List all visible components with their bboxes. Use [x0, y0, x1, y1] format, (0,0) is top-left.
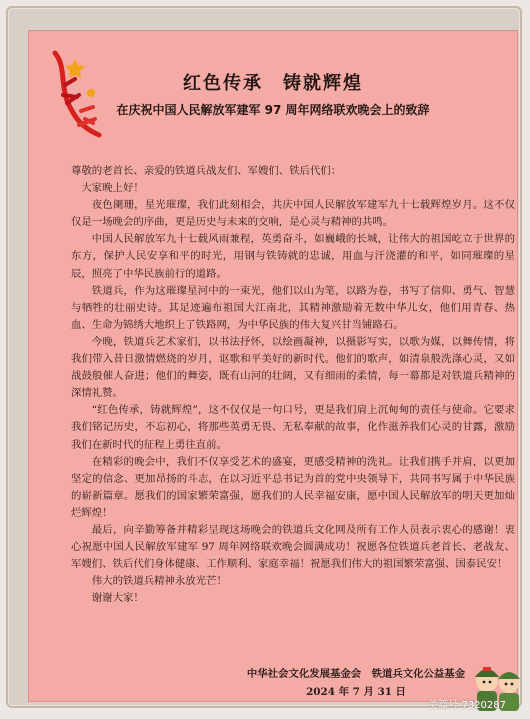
paragraph: 夜色阑珊，星光璀璨，我们此刻相会，共庆中国人民解放军建军九十七载辉煌岁月。这不仅仅是一场晚会的序曲，更是历史与未来的交响，是心灵与精神的共鸣。 — [71, 199, 515, 229]
salutation: 尊敬的老首长、亲爱的铁道兵战友们、军嫂们、铁后代们： — [71, 165, 342, 177]
paragraph: 最后，向辛勤筹备并精彩呈现这场晚会的铁道兵文化网及所有工作人员表示衷心的感谢！衷心祝愿中国人民解放军建军 97 周年网络联欢晚会圆满成功！祝愿各位铁道兵老首长、老战友、军嫂们、铁后代们身体健康、工作顺利、家庭幸福！祝愿我们伟大的祖国繁荣富强、国泰民安！ — [71, 523, 515, 571]
paragraph: 伟大的铁道兵精神永放光芒！ — [91, 575, 227, 588]
paragraph: 谢谢大家！ — [91, 592, 144, 605]
letter-paper — [28, 30, 518, 702]
paragraph: 铁道兵，作为这璀璨星河中的一束光，他们以山为笔，以路为卷，书写了信仰、勇气、智慧与牺牲的壮丽史诗。其足迹遍布祖国大江南北，其精神激励着无数中华儿女，他们用青春、热血、生命为锦绣大地织上了铁路网，为中华民族的伟大复兴甘当铺路石。 — [71, 284, 515, 331]
signature-organizations: 中华社会文化发展基金会 铁道兵文化公益基金 — [246, 668, 466, 680]
letter-title: 红色传承 铸就辉煌 — [183, 73, 363, 94]
paragraph: 中国人民解放军九十七载风雨兼程，英勇奋斗，如巍峨的长城，让伟大的祖国屹立于世界的东方，保护人民安享和平的时光，用钢与铁铸就的忠诚，用血与汗浇灌的和平，如同璀璨的星辰，照亮了中华民族前行的道路。 — [71, 233, 515, 280]
greeting-line: 大家晚上好！ — [81, 182, 144, 195]
signature-date: 2024 年 7 月 31 日 — [306, 686, 406, 698]
paragraph: 在精彩的晚会中，我们不仅享受艺术的盛宴，更感受精神的洗礼。让我们携手并肩，以更加坚定的信念、更加昂扬的斗志，在以习近平总书记为首的党中央领导下，共同书写属于中华民族的崭新篇章。愿我们的国家繁荣富强，愿我们的人民幸福安康，愿中国人民解放军的明天更加灿烂辉煌！ — [71, 455, 515, 519]
picture-frame — [6, 6, 522, 711]
military-spirit-logo — [45, 49, 109, 141]
letter-body — [71, 163, 515, 607]
watermark: 美篇号 7320287 — [428, 700, 506, 711]
letter-subtitle: 在庆祝中国人民解放军建军 97 周年网络联欢晚会上的致辞 — [116, 103, 430, 117]
paragraph: 今晚，铁道兵艺术家们，以书法抒怀，以绘画凝神，以摄影写实，以歌为媒，以舞传情，将我们带入昔日激情燃烧的岁月，讴歌和平美好的新时代。他们的歌声，如清泉般洗涤心灵，又如战鼓般催人奋进；他们的舞姿，既有山河的壮阔，又有细雨的柔情，每一幕都是对铁道兵精神的深情礼赞。 — [71, 335, 515, 400]
paragraph: “红色传承，铸就辉煌”，这不仅仅是一句口号，更是我们肩上沉甸甸的责任与使命。它要求我们铭记历史，不忘初心，将那些英勇无畏、无私奉献的故事，化作滋养我们心灵的甘露，激励我们在新时代的征程上勇往直前。 — [71, 404, 515, 451]
